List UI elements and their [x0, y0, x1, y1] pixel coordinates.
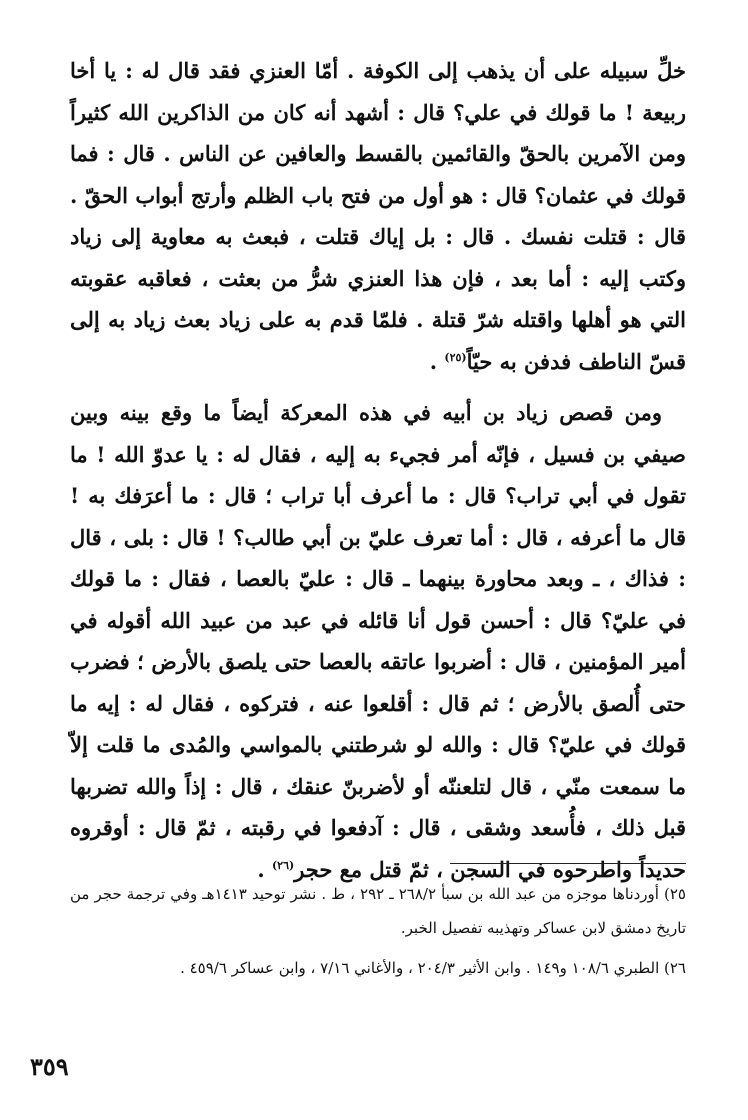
footnote-25: ٢٥) أوردناها موجزه من عبد الله بن سبأ ٢٦٨/٢ ـ ٢٩٢ ، ط . نشر توحيد ١٤١٣هـ وفي ترجمة حجر من تاريخ دمشق لابن عساكر وتهذيبه تفصيل الخبر.	[70, 885, 686, 937]
paragraph-1-end: .	[429, 348, 445, 374]
paragraph-1	[70, 50, 686, 382]
main-text	[70, 50, 686, 890]
paragraph-2-text: ومن قصص زياد بن أبيه في هذه المعركة أيضاً ما وقع بينه وبين صيفي بن فسيل ، فإنّه أمر فجيء به إليه ، فقال له : يا عدوّ الله ! ما تقول في أبي تراب؟ قال : ما أعرف أبا تراب ؛ قال : ما أعرَفك به ! قال ما أعرفه ، قال : أما تعرف عليّ بن أبي طالب؟ ! قال : بلى ، قال : فذاك ، ـ وبعد محاورة بينهما ـ قال : عليّ بالعصا ، فقال : ما قولك في عليّ؟ قال : أحسن قول أنا قائله في عبد من عبيد الله أقوله في أمير المؤمنين ، قال : أضربوا عاتقه بالعصا حتى يلصق بالأرض ؛ فضرب حتى أُلصق بالأرض ؛ ثم قال : أقلعوا عنه ، فتركوه ، فقال له : إيه ما قولك في عليّ؟ قال : والله لو شرطتني بالمواسي والمُدى ما قلت إلاّ ما سمعت منّي ، قال لتلعننّه أو لأضربنّ عنقك ، قال : إذاً والله تضربها قبل ذلك ، فأُسعد وشقى ، قال : آدفعوا في رقبته ، ثمّ قال : أوقروه حديداً واطرحوه في السجن ، ثمّ قتل مع حجر	[70, 400, 686, 882]
paragraph-2-end: .	[257, 856, 272, 882]
footnote-ref-25: (٢٥)	[444, 350, 467, 364]
footnote-divider	[450, 863, 686, 864]
footnote-26: ٢٦) الطبري ١٠٨/٦ و١٤٩ . وابن الأثير ٢٠٤/٣ ، والأغاني ٧/١٦ ، وابن عساكر ٤٥٩/٦ .	[180, 959, 686, 977]
paragraph-2	[70, 392, 686, 890]
footnotes	[70, 877, 686, 985]
paragraph-1-text: خلِّ سبيله على أن يذهب إلى الكوفة . أمّا العنزي فقد قال له : يا أخا ربيعة ! ما قولك في علي؟ قال : أشهد أنه كان من الذاكرين الله كثيراً ومن الآمرين بالحقّ والقائمين بالقسط والعافين عن الناس . قال : فما قولك في عثمان؟ قال : هو أول من فتح باب الظلم وأرتج أبواب الحقّ . قال : قتلت نفسك . قال : بل إياك قتلت ، فبعث به معاوية إلى زياد وكتب إليه : أما بعد ، فإن هذا العنزي شرُّ من بعثت ، فعاقبه عقوبته التي هو أهلها واقتله شرّ قتلة . فلمّا قدم به على زياد بعث زياد به إلى قسّ الناطف فدفن به حيّاً	[70, 58, 686, 374]
page-number: ٣٥٩	[30, 1052, 69, 1081]
footnote-ref-26: (٢٦)	[271, 858, 295, 872]
